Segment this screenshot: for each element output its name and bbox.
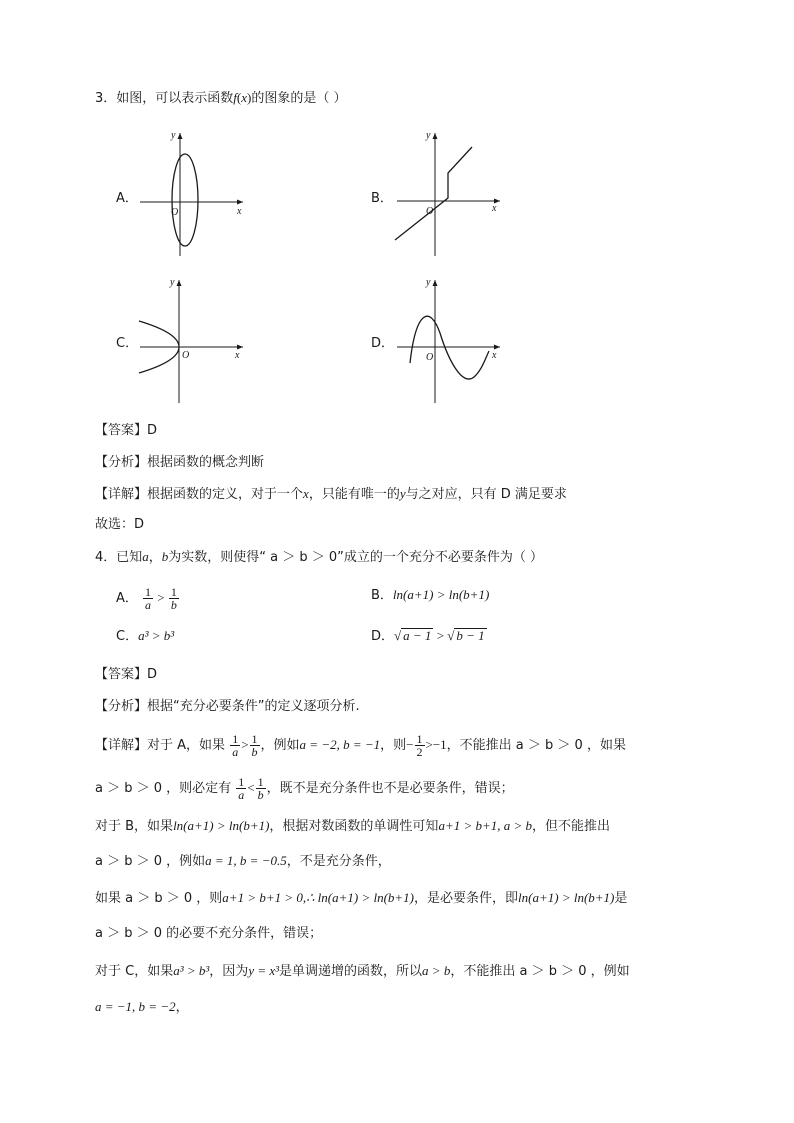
q3-graph-d — [392, 275, 507, 405]
q4-option-c: C．a³ > b³ — [116, 628, 175, 644]
q4-detail-line-3: 对于 B，如果ln(a+1) > ln(b+1)，根据对数函数的单调性可知a+1 > b+1, a > b，但不能推出 — [95, 818, 611, 834]
q3-graph-b — [392, 128, 507, 258]
q3-answer: 【答案】D — [95, 423, 158, 438]
q3-option-a-label: A． — [116, 191, 138, 206]
q3-stem: 3．如图，可以表示函数f(x)的图象的是（ ） — [95, 90, 347, 106]
q3-option-d-label: D． — [371, 336, 395, 351]
q4-detail-line-6: a ＞ b ＞ 0 的必要不充分条件，错误； — [95, 926, 323, 941]
q4-stem: 4．已知a，b为实数，则使得“ a ＞ b ＞ 0”成立的一个充分不必要条件为（ ） — [95, 549, 544, 565]
q3-graph-a — [135, 128, 250, 258]
svg-text:x: x — [492, 350, 497, 361]
svg-text:x: x — [235, 350, 240, 361]
svg-text:O: O — [426, 352, 434, 363]
q4-detail-line-8: a = −1, b = −2， — [95, 999, 189, 1015]
q3-option-b-label: B． — [371, 191, 393, 206]
q4-answer: 【答案】D — [95, 667, 158, 682]
q3-analysis: 【分析】根据函数的概念判断 — [95, 455, 265, 470]
svg-text:y: y — [426, 277, 431, 288]
svg-text:y: y — [426, 130, 431, 141]
q4-detail-line-4: a ＞ b ＞ 0 ，例如a = 1, b = −0.5，不是充分条件， — [95, 853, 391, 869]
q4-option-d: D．√ a − 1 > √ b − 1 — [371, 628, 485, 644]
q3-detail: 【详解】根据函数的定义，对于一个x，只能有唯一的y与之对应，只有 D 满足要求 — [95, 486, 567, 502]
q3-choose: 故选：D — [95, 517, 145, 532]
q4-analysis: 【分析】根据“充分必要条件”的定义逐项分析. — [95, 699, 360, 714]
svg-text:x: x — [492, 203, 497, 214]
q4-detail-line-2: a ＞ b ＞ 0 ，则必定有 $\frac{1}{a}$ < $\frac{1}{b}$ ，既不是充分条件也不是必要条件，错误； — [95, 775, 514, 802]
x-axis-label: x — [237, 206, 242, 217]
q4-detail-line-5: 如果 a ＞ b ＞ 0 ，则a+1 > b+1 > 0,∴ ln(a+1) > ln(b+1)，是必要条件，即ln(a+1) > ln(b+1)是 — [95, 890, 628, 906]
q4-detail-line-1: 【详解】对于 A，如果 $\frac{1}{a}$ > $\frac{1}{b}$ ，例如a = −2, b = −1，则− $\frac{1}{2}$ >−1，不能推出 a ＞ b ＞ 0 ，如果 — [95, 732, 626, 759]
svg-text:y: y — [170, 277, 175, 288]
q4-detail-line-7: 对于 C，如果a³ > b³，因为y = x³是单调递增的函数，所以a > b，不能推出 a ＞ b ＞ 0 ，例如 — [95, 963, 630, 979]
origin-label: O — [171, 207, 179, 218]
q3-option-c-label: C． — [116, 336, 139, 351]
q4-option-a: A． $\frac{1}{a}$ > $\frac{1}{b}$ — [116, 585, 177, 612]
q4-option-b: B．ln(a+1) > ln(b+1) — [371, 587, 490, 603]
q3-graph-c — [135, 275, 250, 405]
y-axis-label: y — [171, 130, 176, 141]
svg-text:O: O — [182, 350, 190, 361]
svg-text:O: O — [426, 206, 434, 217]
